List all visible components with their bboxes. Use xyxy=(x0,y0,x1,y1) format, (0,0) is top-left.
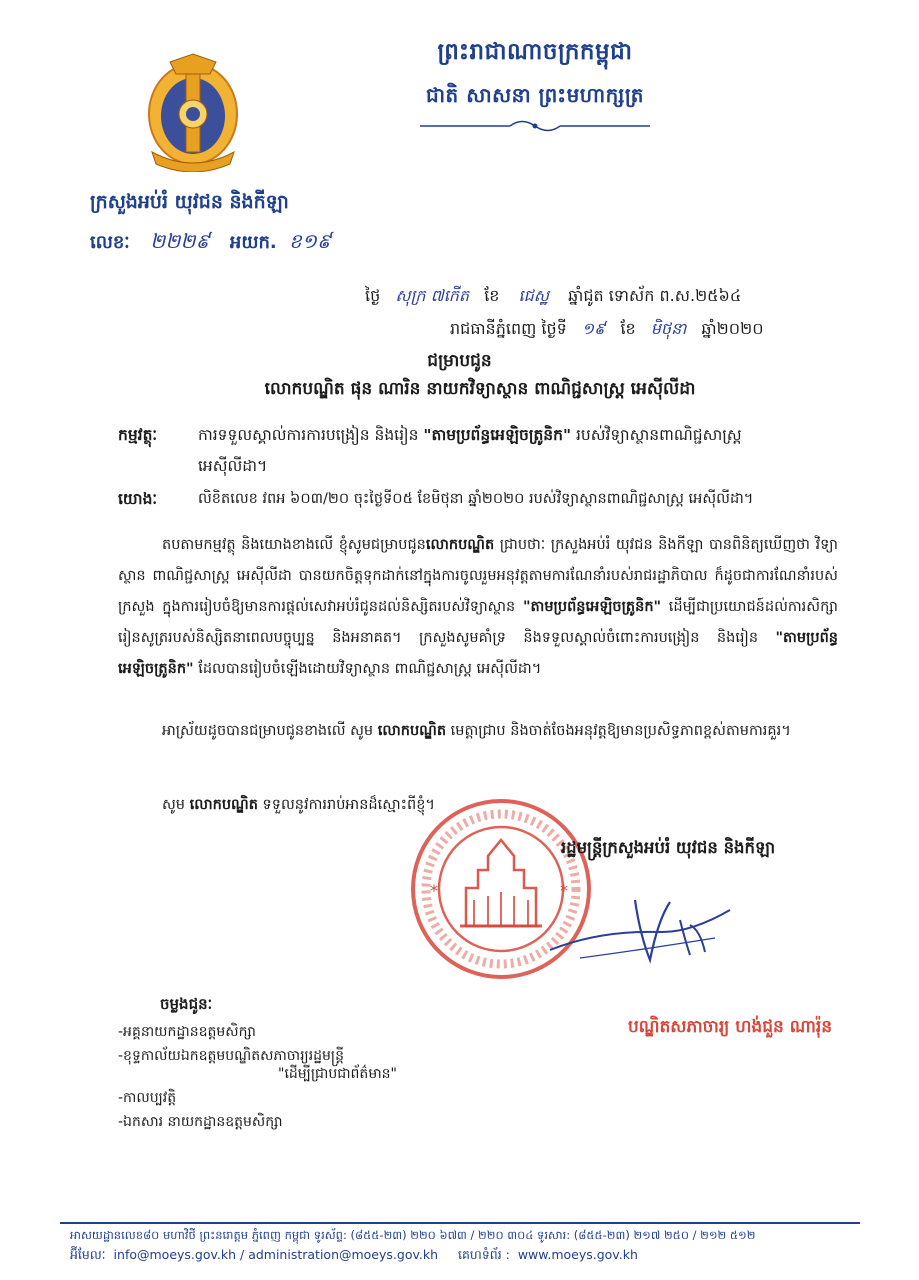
subject-part-1: ការទទួលស្គាល់ការការបង្រៀន និងរៀន xyxy=(198,426,419,444)
recipient-name: លោកបណ្ឌិត ផុន ណារិន នាយកវិទ្យាស្ថាន ពាណិជ្ជសាស្រ្ត អេស៊ីលីដា xyxy=(264,379,696,399)
emblem-icon xyxy=(140,52,246,172)
cc-label: ចម្លងជូនៈ xyxy=(160,995,213,1013)
email-label: អ៊ីមែលៈ xyxy=(70,1247,106,1262)
signatory-title: រដ្ឋមន្ត្រីក្រសួងអប់រំ យុវជន និងកីឡា xyxy=(560,838,776,857)
p3-part-a: សូម xyxy=(162,797,190,813)
p2-part-b: មេត្តាជ្រាប និងចាត់ចែងអនុវត្តឱ្យមានប្រសិទ្ធភាពខ្ពស់តាមការគួរ។ xyxy=(446,723,791,739)
p3-title: លោកបណ្ឌិត xyxy=(189,797,258,813)
reference-label: យោងៈ xyxy=(118,490,158,508)
lunar-year: ឆ្នាំជូត ទោស័ក ព.ស.២៥៦៤ xyxy=(568,286,742,305)
body-paragraph-1 xyxy=(118,530,838,685)
solar-date xyxy=(450,318,764,342)
reference-text: លិខិតលេខ វពអ ៦០៣/២០ ចុះថ្ងៃទី០៥ ខែមិថុនា ឆ្នាំ២០២០ របស់វិទ្យាស្ថានពាណិជ្ជសាស្រ្ត អេស៊ីលីដា។ xyxy=(198,491,754,507)
ref-label: លេខៈ xyxy=(90,232,130,253)
signatory-name: បណ្ឌិតសភាចារ្យ ហង់ជួន ណារ៉ុន xyxy=(627,1017,833,1037)
solar-month-label: ខែ xyxy=(620,319,636,338)
solar-day: ១៩ xyxy=(581,319,606,338)
website-label: គេហទំព័រ : xyxy=(458,1247,510,1262)
handwritten-signature xyxy=(540,880,740,970)
cc-item: -អគ្គនាយកដ្ឋានឧត្ដមសិក្សា xyxy=(118,1024,256,1040)
ministry-name: ក្រសួងអប់រំ យុវជន និងកីឡា xyxy=(90,191,289,213)
kingdom-title: ព្រះរាជាណាចក្រកម្ពុជា xyxy=(437,39,633,65)
lunar-month-label: ខែ xyxy=(484,286,500,305)
lunar-month: ជេស្ឋ xyxy=(518,286,549,305)
subject-part-3: អេស៊ីលីដា។ xyxy=(198,457,268,475)
ref-number: ២២២៩ xyxy=(150,229,210,253)
lunar-weekday: សុក្រ ៧កើត xyxy=(395,286,470,305)
ref-code: ខ១៩ xyxy=(289,229,332,253)
p1-part-d: ដែលបានរៀបចំឡើងដោយវិទ្យាស្ថាន ពាណិជ្ជសាស្រ្ត អេស៊ីលីដា។ xyxy=(193,661,542,677)
reference-number-line xyxy=(90,228,331,258)
svg-text:*: * xyxy=(430,881,438,900)
footer-divider xyxy=(60,1222,860,1224)
solar-month: មិថុនា xyxy=(650,319,687,338)
subject-label: កម្មវត្ថុៈ xyxy=(118,426,158,444)
p1-quoted-1: "តាមប្រព័ន្ធអេឡិចត្រូនិក" xyxy=(522,599,662,615)
email-links[interactable]: info@moeys.gov.kh / administration@moeys.gov.kh xyxy=(113,1247,439,1262)
lunar-prefix: ថ្ងៃ xyxy=(365,286,381,305)
footer-address: អាសយដ្ឋានលេខ៨០ មហាវិថី ព្រះនរោត្តម ភ្នំពេញ កម្ពុជា ទូរស័ព្ទ: (៨៥៥-២៣) ២២០ ៦៧៣ / ២២០ ៣០៤ ទូរសារ: (៨៥៥-២៣) ២១៧ ២៥០ / ២១២ ៥១២ xyxy=(70,1228,756,1242)
p1-title: លោកបណ្ឌិត xyxy=(425,537,495,553)
body-paragraph-2 xyxy=(118,716,838,747)
subject-text xyxy=(198,420,838,482)
solar-year: ឆ្នាំ២០២០ xyxy=(701,319,764,338)
national-motto: ជាតិ សាសនា ព្រះមហាក្សត្រ xyxy=(426,83,644,107)
cc-item: -ខុទ្ទកាល័យឯកឧត្ដមបណ្ឌិតសភាចារ្យរដ្ឋមន្ត្រី xyxy=(118,1048,344,1064)
p2-title: លោកបណ្ឌិត xyxy=(377,723,447,739)
subject-quoted: "តាមប្រព័ន្ធអេឡិចត្រូនិក" xyxy=(423,426,572,444)
footer-contact xyxy=(70,1247,870,1266)
cc-item: -ឯកសារ នាយកដ្ឋានឧត្ដមសិក្សា xyxy=(118,1114,283,1130)
ref-suffix: អយក. xyxy=(229,232,277,253)
website-link[interactable]: www.moeys.gov.kh xyxy=(517,1247,638,1262)
p1-part-c: ដើម្បីជាប្រយោជន៍ដល់ការសិក្សារៀនសូត្ររបស់និស្សិតនាពេលបច្ចុប្បន្ន និងអនាគត។ ក្រសួងសូមគាំទ្រ និងទទួលស្គាល់ចំពោះការបង្រៀន និងរៀន xyxy=(118,599,839,646)
svg-text:*: * xyxy=(560,881,568,900)
ministry-emblem xyxy=(140,52,246,172)
p1-part-a: តបតាមកម្មវត្ថុ និងយោងខាងលើ ខ្ញុំសូមជម្រាបជូន xyxy=(162,537,426,553)
p1-part-b: ជ្រាបថាៈ ក្រសួងអប់រំ យុវជន និងកីឡា បានពិនិត្យឃើញថា វិទ្យាស្ថាន ពាណិជ្ជសាស្រ្ត អេស៊ីលីដា បានយកចិត្តទុកដាក់នៅក្នុងការចូលរួមអនុវត្តតាមការណែនាំរបស់រាជរដ្ឋាភិបាល ក៏ដូចជាការណែនាំរបស់ក្រសួង ក្នុងការរៀបចំឱ្យមានការផ្ដល់សេវាអប់រំជូនដល់និស្សិតរបស់វិទ្យាស្ថាន xyxy=(118,537,838,615)
subject-part-2: របស់វិទ្យាស្ថានពាណិជ្ជសាស្រ្ត xyxy=(575,426,742,444)
cc-item: "ដើម្បីជ្រាបជាព័ត៌មាន" xyxy=(278,1066,397,1082)
salutation: ជម្រាបជូន xyxy=(427,351,492,371)
cc-item: -កាលប្បវត្តិ xyxy=(118,1090,177,1106)
motto-ornament xyxy=(420,118,650,132)
p2-part-a: អាស្រ័យដូចបានជម្រាបជូនខាងលើ សូម xyxy=(162,723,378,739)
p1-quoted-2: "តាមប្រព័ន្ធអេឡិចត្រូនិក" xyxy=(118,630,838,677)
solar-prefix: រាជធានីភ្នំពេញ ថ្ងៃទី xyxy=(450,319,567,338)
ornament-icon xyxy=(420,119,650,133)
lunar-date xyxy=(365,285,741,309)
p3-part-b: ទទួលនូវការរាប់អានដ៏ស្មោះពីខ្ញុំ។ xyxy=(257,797,435,813)
signature-scribble-icon xyxy=(540,880,740,970)
